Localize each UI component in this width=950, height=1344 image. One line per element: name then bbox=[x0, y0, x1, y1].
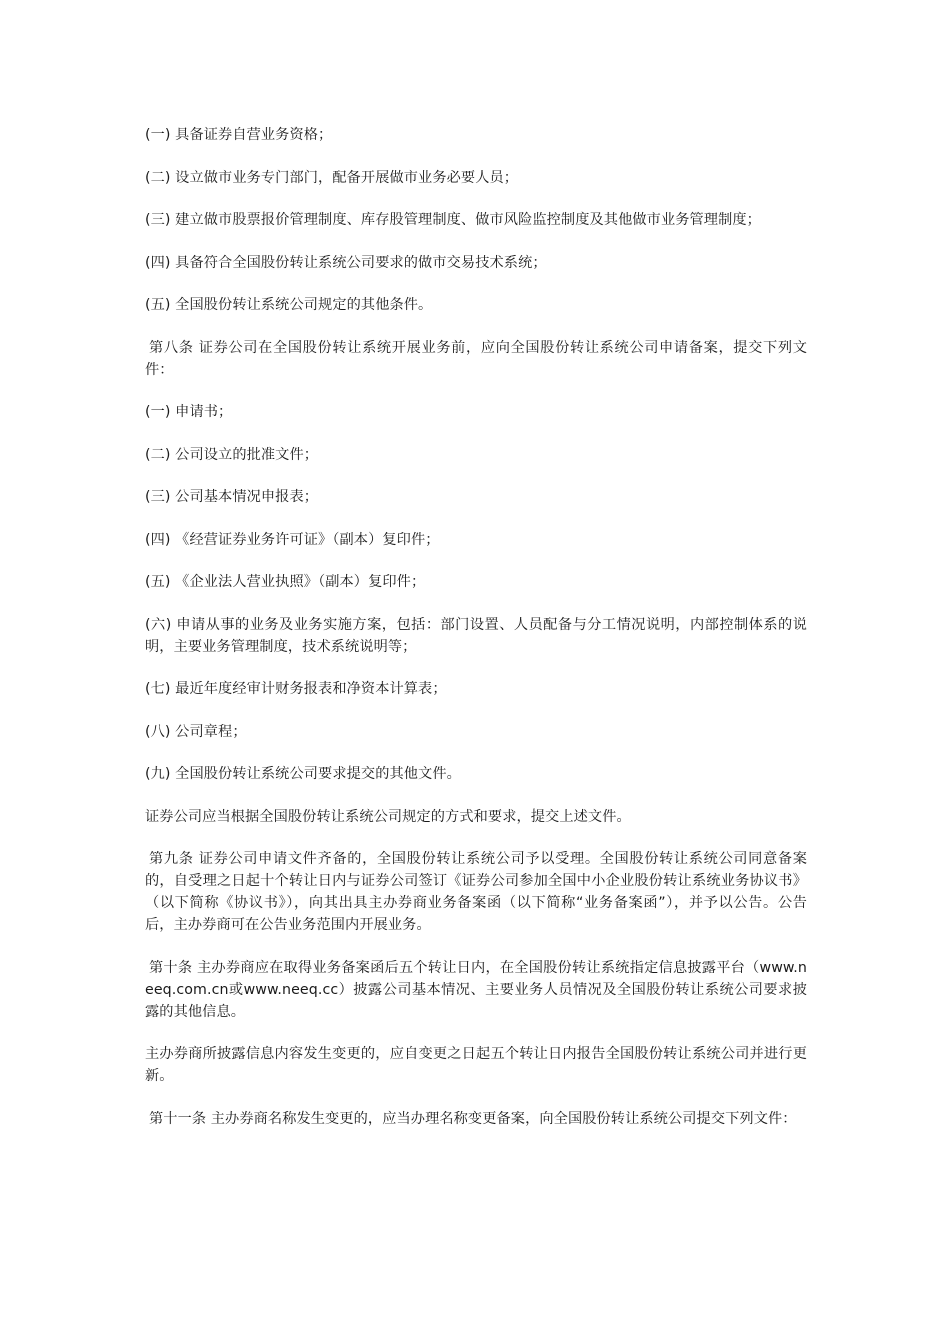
list-item: (五) 全国股份转让系统公司规定的其他条件。 bbox=[145, 297, 433, 313]
article-10: 第十条 主办券商应在取得业务备案函后五个转让日内，在全国股份转让系统指定信息披露平台（www.neeq.com.cn或www.neeq.cc）披露公司基本情况、主要业务人员情况及全国股份转让系统公司要求披露的其他信息。 bbox=[145, 959, 807, 1020]
list-item: (九) 全国股份转让系统公司要求提交的其他文件。 bbox=[145, 766, 461, 782]
article-9: 第九条 证券公司申请文件齐备的，全国股份转让系统公司予以受理。全国股份转让系统公司同意备案的，自受理之日起十个转让日内与证券公司签订《证券公司参加全国中小企业股份转让系统业务协议书》（以下简称《协议书》），向其出具主办券商业务备案函（以下简称“业务备案函”），并予以公告。公告后，主办券商可在公告业务范围内开展业务。 bbox=[145, 851, 807, 933]
body-paragraph: 主办券商所披露信息内容发生变更的，应自变更之日起五个转让日内报告全国股份转让系统公司并进行更新。 bbox=[145, 1046, 807, 1084]
list-item: (五) 《企业法人营业执照》（副本）复印件； bbox=[145, 574, 426, 590]
list-item: (四) 《经营证券业务许可证》（副本）复印件； bbox=[145, 531, 440, 548]
article-8: 第八条 证券公司在全国股份转让系统开展业务前，应向全国股份转让系统公司申请备案，提交下列文件： bbox=[145, 339, 807, 378]
body-paragraph: 证券公司应当根据全国股份转让系统公司规定的方式和要求，提交上述文件。 bbox=[145, 808, 631, 825]
list-item: (一) 具备证券自营业务资格； bbox=[145, 127, 333, 143]
list-item: (八) 公司章程； bbox=[145, 723, 247, 740]
list-item: (一) 申请书； bbox=[145, 404, 233, 420]
list-item: (二) 公司设立的批准文件； bbox=[145, 446, 319, 463]
list-item: (三) 建立做市股票报价管理制度、库存股管理制度、做市风险监控制度及其他做市业务管理制度； bbox=[145, 212, 761, 228]
list-item: (二) 设立做市业务专门部门，配备开展做市业务必要人员； bbox=[145, 169, 519, 186]
list-item: (三) 公司基本情况申报表； bbox=[145, 489, 319, 505]
list-item: (四) 具备符合全国股份转让系统公司要求的做市交易技术系统； bbox=[145, 254, 547, 271]
list-item: (七) 最近年度经审计财务报表和净资本计算表； bbox=[145, 681, 447, 697]
document-body bbox=[145, 124, 807, 1150]
list-item: (六) 申请从事的业务及业务实施方案，包括：部门设置、人员配备与分工情况说明，内部控制体系的说明，主要业务管理制度，技术系统说明等； bbox=[145, 616, 807, 655]
article-11: 第十一条 主办券商名称发生变更的，应当办理名称变更备案，向全国股份转让系统公司提交下列文件： bbox=[149, 1110, 797, 1127]
